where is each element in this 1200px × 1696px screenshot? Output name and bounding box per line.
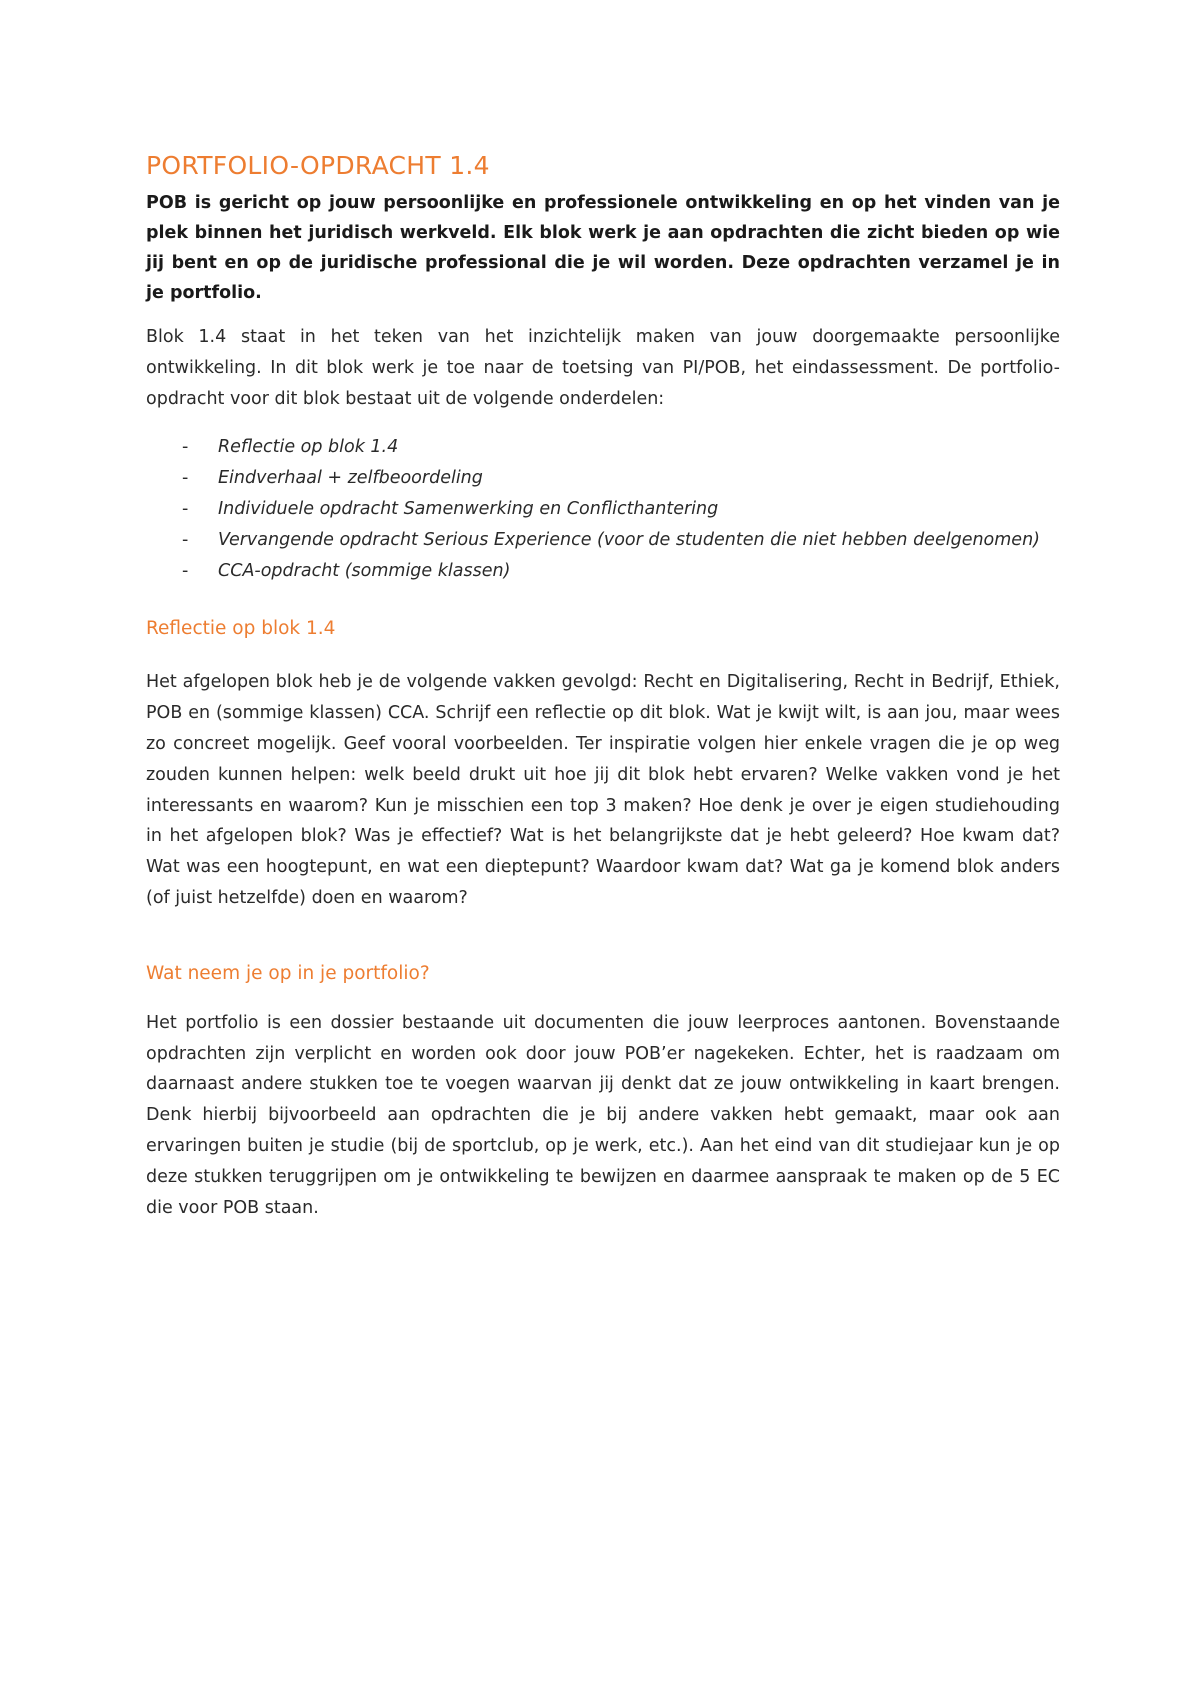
overview-paragraph: Blok 1.4 staat in het teken van het inzichtelijk maken van jouw doorgemaakte persoonlijke ontwikkeling. In dit blok werk je toe naar de toetsing van PI/POB, het eindassessment. De portfolio-opdracht voor dit blok bestaat uit de volgende onderdelen:	[146, 327, 1060, 409]
list-bullet: -	[182, 499, 189, 520]
list-item-text: CCA-opdracht (sommige klassen)	[218, 561, 511, 582]
list-bullet: -	[182, 468, 189, 489]
list-item-text: Reflectie op blok 1.4	[218, 437, 399, 458]
section-heading-portfolio: Wat neem je op in je portfolio?	[146, 962, 430, 984]
list-bullet: -	[182, 561, 189, 582]
intro-paragraph: POB is gericht op jouw persoonlijke en professionele ontwikkeling en op het vinden van je plek binnen het juridisch werkveld. Elk blok werk je aan opdrachten die zicht bieden op wie jij bent en op de juridische professional die je wil worden. Deze opdrachten verzamel je in je portfolio.	[146, 193, 1060, 303]
components-list	[146, 432, 1060, 587]
section-heading-reflectie: Reflectie op blok 1.4	[146, 618, 336, 640]
list-item	[146, 525, 1060, 556]
list-item	[146, 556, 1060, 587]
list-item	[146, 463, 1060, 494]
list-item-text: Vervangende opdracht Serious Experience (voor de studenten die niet hebben deelgenomen)	[218, 530, 1040, 551]
document-page	[146, 150, 1060, 1223]
list-item-text: Individuele opdracht Samenwerking en Conflicthantering	[218, 499, 719, 520]
list-item	[146, 494, 1060, 525]
section-body-portfolio: Het portfolio is een dossier bestaande uit documenten die jouw leerproces aantonen. Bovenstaande opdrachten zijn verplicht en worden ook door jouw POB’er nagekeken. Echter, het is raadzaam om daarnaast andere stukken toe te voegen waarvan jij denkt dat ze jouw ontwikkeling in kaart brengen. Denk hierbij bijvoorbeeld aan opdrachten die je bij andere vakken hebt gemaakt, maar ook aan ervaringen buiten je studie (bij de sportclub, op je werk, etc.). Aan het eind van dit studiejaar kun je op deze stukken teruggrijpen om je ontwikkeling te bewijzen en daarmee aanspraak te maken op de 5 EC die voor POB staan.	[146, 1012, 1060, 1218]
list-item	[146, 432, 1060, 463]
list-item-text: Eindverhaal + zelfbeoordeling	[218, 468, 483, 489]
list-bullet: -	[182, 437, 189, 458]
document-title: PORTFOLIO-OPDRACHT 1.4	[146, 151, 490, 180]
list-bullet: -	[182, 530, 189, 551]
section-body-reflectie: Het afgelopen blok heb je de volgende vakken gevolgd: Recht en Digitalisering, Recht in Bedrijf, Ethiek, POB en (sommige klassen) CCA. Schrijf een reflectie op dit blok. Wat je kwijt wilt, is aan jou, maar wees zo concreet mogelijk. Geef vooral voorbeelden. Ter inspiratie volgen hier enkele vragen die je op weg zouden kunnen helpen: welk beeld drukt uit hoe jij dit blok hebt ervaren? Welke vakken vond je het interessants en waarom? Kun je misschien een top 3 maken? Hoe denk je over je eigen studiehouding in het afgelopen blok? Was je effectief? Wat is het belangrijkste dat je hebt geleerd? Hoe kwam dat? Wat was een hoogtepunt, en wat een dieptepunt? Waardoor kwam dat? Wat ga je komend blok anders (of juist hetzelfde) doen en waarom?	[146, 672, 1060, 908]
